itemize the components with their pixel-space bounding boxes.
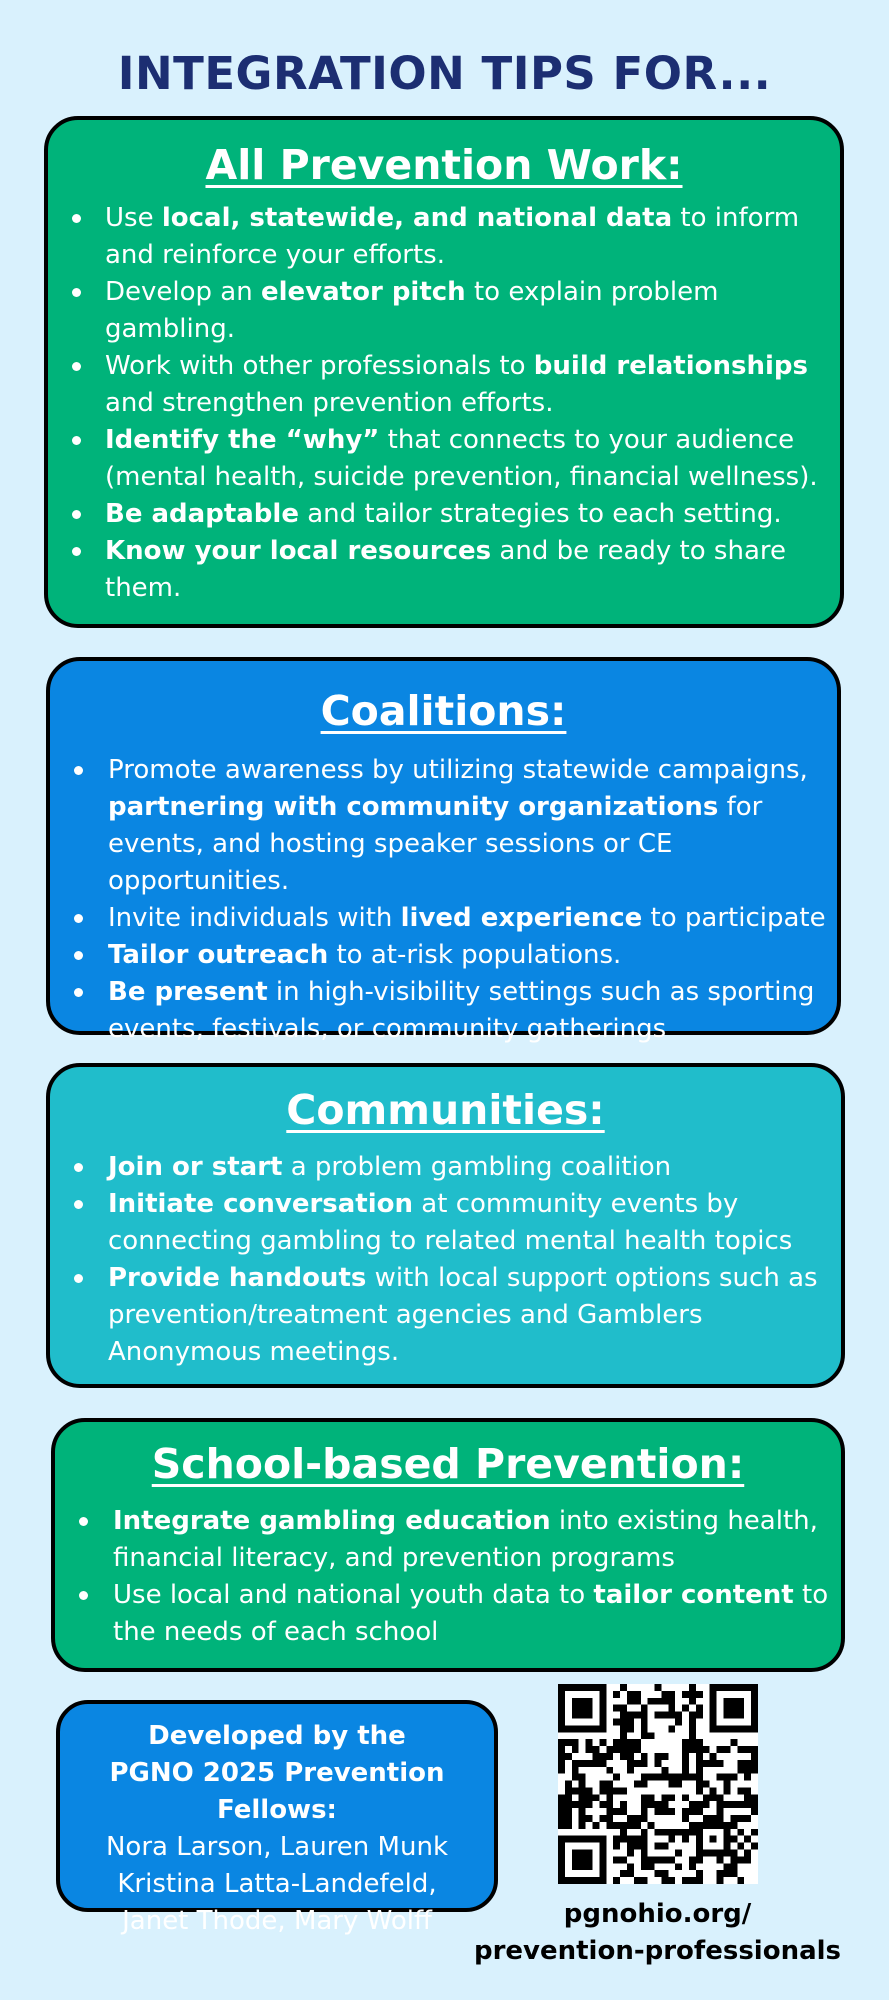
tip-text: Promote awareness by utilizing statewide campaigns, xyxy=(108,755,808,785)
tip-emphasis: lived experience xyxy=(400,903,643,933)
section-heading: School-based Prevention: xyxy=(151,1440,745,1488)
tip-emphasis: build relationships xyxy=(533,351,808,381)
credits-line: PGNO 2025 Prevention Fellows: xyxy=(109,1758,445,1825)
website-url[interactable] xyxy=(470,1896,845,1970)
tip-item xyxy=(48,200,840,274)
qr-code-icon xyxy=(558,1684,758,1884)
tips-list xyxy=(50,752,837,1048)
section-heading: Communities: xyxy=(286,1086,605,1134)
tip-text: at community events by connecting gambling to related mental health topics xyxy=(108,1189,793,1256)
tip-emphasis: partnering with community organizations xyxy=(108,792,719,822)
tip-text: and strengthen prevention efforts. xyxy=(105,388,554,418)
tip-item xyxy=(48,496,840,533)
credits-names: Kristina Latta-Landefeld, xyxy=(117,1869,437,1899)
tip-emphasis: Be adaptable xyxy=(105,499,299,529)
tip-emphasis: Integrate gambling education xyxy=(113,1506,551,1536)
tip-item xyxy=(50,752,837,900)
tip-text: and be ready to share them. xyxy=(105,536,786,603)
tip-item xyxy=(50,937,837,974)
tip-emphasis: tailor content xyxy=(593,1580,794,1610)
url-line: prevention-professionals xyxy=(473,1936,842,1966)
tip-emphasis: Be present xyxy=(108,977,268,1007)
card-coalitions xyxy=(46,657,841,1044)
tip-text: Use local and national youth data to xyxy=(113,1580,594,1610)
tip-item xyxy=(50,900,837,937)
tip-emphasis: Know your local resources xyxy=(105,536,492,566)
tip-item xyxy=(50,1186,841,1260)
tip-text: to the needs of each school xyxy=(113,1580,829,1647)
tip-text: Develop an xyxy=(105,277,261,307)
tip-text: for events, and hosting speaker sessions or CE opportunities. xyxy=(108,792,763,896)
tip-item xyxy=(55,1503,841,1577)
credits-names: Nora Larson, Lauren Munk xyxy=(105,1832,448,1862)
tip-item xyxy=(48,348,840,422)
tip-text: to inform and reinforce your efforts. xyxy=(105,203,800,270)
tip-text: with local support options such as prevention/treatment agencies and Gamblers Anonymous meetings. xyxy=(108,1263,818,1367)
credits-names: Janet Thode, Mary Wolff xyxy=(122,1906,432,1936)
tip-item xyxy=(50,1260,841,1371)
card-all-prevention-work xyxy=(44,116,844,628)
url-line: pgnohio.org/ xyxy=(563,1899,752,1929)
tip-text: into existing health, financial literacy, and prevention programs xyxy=(113,1506,818,1573)
tip-text: Work with other professionals to xyxy=(105,351,534,381)
tip-text: to at-risk populations. xyxy=(328,940,622,970)
tip-text: Use xyxy=(105,203,162,233)
credits-line: Developed by the xyxy=(148,1721,406,1751)
tip-text: to explain problem gambling. xyxy=(105,277,719,344)
tip-item xyxy=(55,1577,841,1651)
tip-text: and tailor strategies to each setting. xyxy=(298,499,782,529)
tip-item xyxy=(50,974,837,1048)
tip-emphasis: Provide handouts xyxy=(108,1263,367,1293)
section-heading: All Prevention Work: xyxy=(205,141,683,189)
tip-emphasis: Join or start xyxy=(108,1152,283,1182)
tip-text: Invite individuals with xyxy=(108,903,401,933)
tip-emphasis: Identify the “why” xyxy=(105,425,380,455)
section-heading: Coalitions: xyxy=(320,687,567,735)
page-title: INTEGRATION TIPS FOR... xyxy=(117,47,772,100)
tip-text: to participate xyxy=(642,903,826,933)
tip-item xyxy=(50,1149,841,1186)
tip-emphasis: local, statewide, and national data xyxy=(161,203,673,233)
tip-emphasis: Initiate conversation xyxy=(108,1189,414,1219)
tip-emphasis: Tailor outreach xyxy=(108,940,329,970)
tip-emphasis: elevator pitch xyxy=(260,277,466,307)
tips-list xyxy=(55,1503,841,1651)
tip-item xyxy=(48,274,840,348)
qr-code-graphic xyxy=(558,1684,758,1884)
tip-item xyxy=(48,533,840,607)
tip-text: in high-visibility settings such as sporting events, festivals, or community gatherings xyxy=(108,977,815,1044)
tip-item xyxy=(48,422,840,496)
tips-list xyxy=(50,1149,841,1371)
credits-box xyxy=(56,1700,498,1936)
card-communities xyxy=(46,1063,845,1388)
tip-text: that connects to your audience (mental health, suicide prevention, financial wellness). xyxy=(105,425,818,492)
tips-list xyxy=(48,200,840,607)
card-school-based-prevention xyxy=(51,1418,845,1672)
tip-text: a problem gambling coalition xyxy=(282,1152,672,1182)
